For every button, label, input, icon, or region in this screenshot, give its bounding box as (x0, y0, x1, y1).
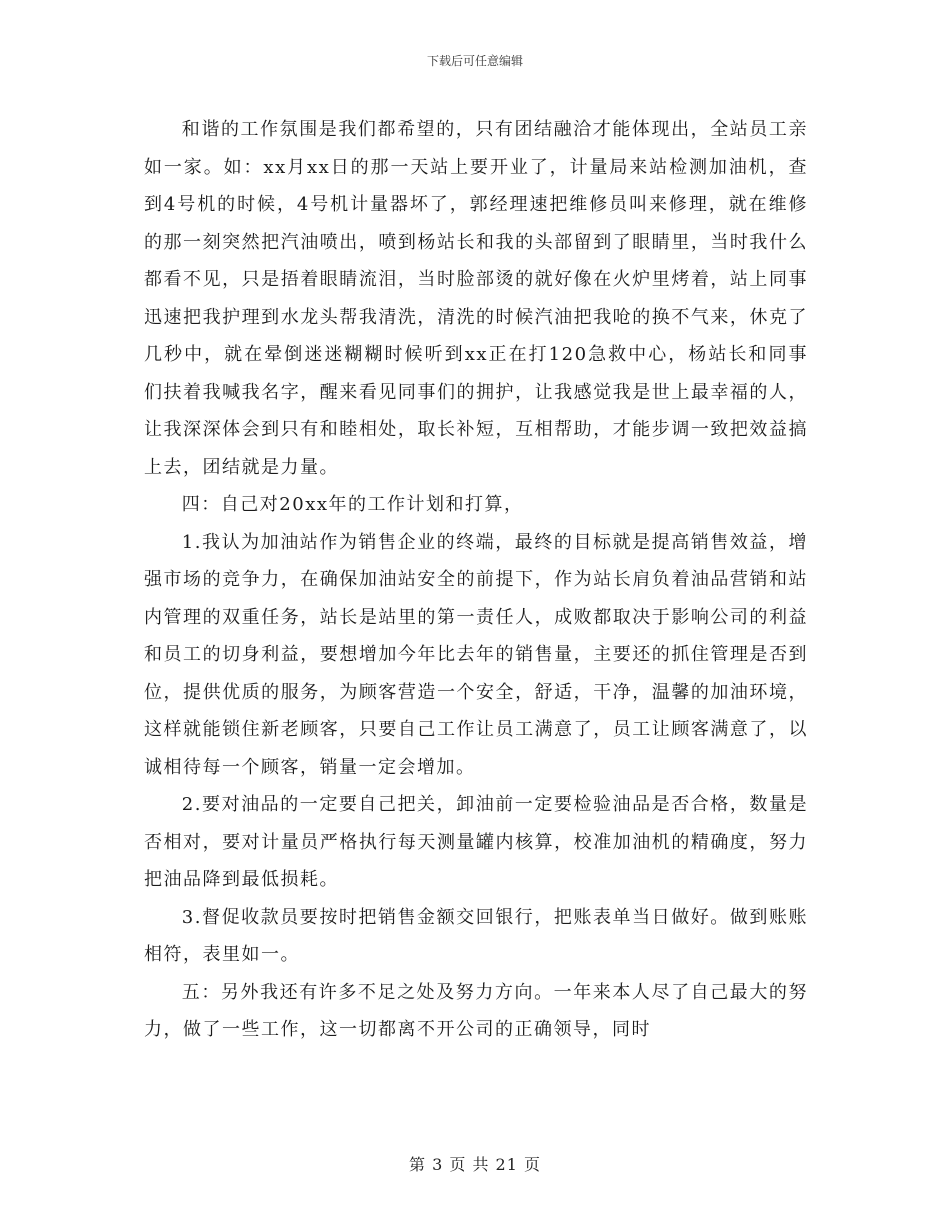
paragraph: 2.要对油品的一定要自己把关，卸油前一定要检验油品是否合格，数量是否相对，要对计量员严格执行每天测量罐内核算，校准加油机的精确度，努力把油品降到最低损耗。 (144, 794, 808, 890)
paragraph: 1.我认为加油站作为销售企业的终端，最终的目标就是提高销售效益，增强市场的竞争力，在确保加油站安全的前提下，作为站长肩负着油品营销和站内管理的双重任务，站长是站里的第一责任人，成败都取决于影响公司的利益和员工的切身利益，要想增加今年比去年的销售量，主要还的抓住管理是否到位，提供优质的服务，为顾客营造一个安全，舒适，干净，温馨的加油环境，这样就能锁住新老顾客，只要自己工作让员工满意了，员工让顾客满意了，以诚相待每一个顾客，销量一定会增加。 (144, 531, 808, 778)
paragraph: 五：另外我还有许多不足之处及努力方向。一年来本人尽了自己最大的努力，做了一些工作，这一切都离不开公司的正确领导，同时 (144, 981, 808, 1040)
paragraph: 和谐的工作氛围是我们都希望的，只有团结融洽才能体现出，全站员工亲如一家。如：xx月xx日的那一天站上要开业了，计量局来站检测加油机，查到4号机的时候，4号机计量器坏了，郭经理速把维修员叫来修理，就在维修的那一刻突然把汽油喷出，喷到杨站长和我的头部留到了眼睛里，当时我什么都看不见，只是捂着眼睛流泪，当时脸部烫的就好像在火炉里烤着，站上同事迅速把我护理到水龙头帮我清洗，清洗的时候汽油把我呛的换不气来，休克了几秒中，就在晕倒迷迷糊糊时候听到xx正在打120急救中心，杨站长和同事们扶着我喊我名字，醒来看见同事们的拥护，让我感觉我是世上最幸福的人，让我深深体会到只有和睦相处，取长补短，互相帮助，才能步调一致把效益搞上去，团结就是力量。 (144, 119, 808, 478)
document-body (144, 111, 808, 1049)
paragraph: 四：自己对20xx年的工作计划和打算， (181, 494, 524, 515)
page-header: 下载后可任意编辑 (426, 54, 523, 68)
paragraph: 3.督促收款员要按时把销售金额交回银行，把账表单当日做好。做到账账相符，表里如一。 (144, 906, 808, 965)
page-number: 第 3 页 共 21 页 (409, 1155, 541, 1174)
